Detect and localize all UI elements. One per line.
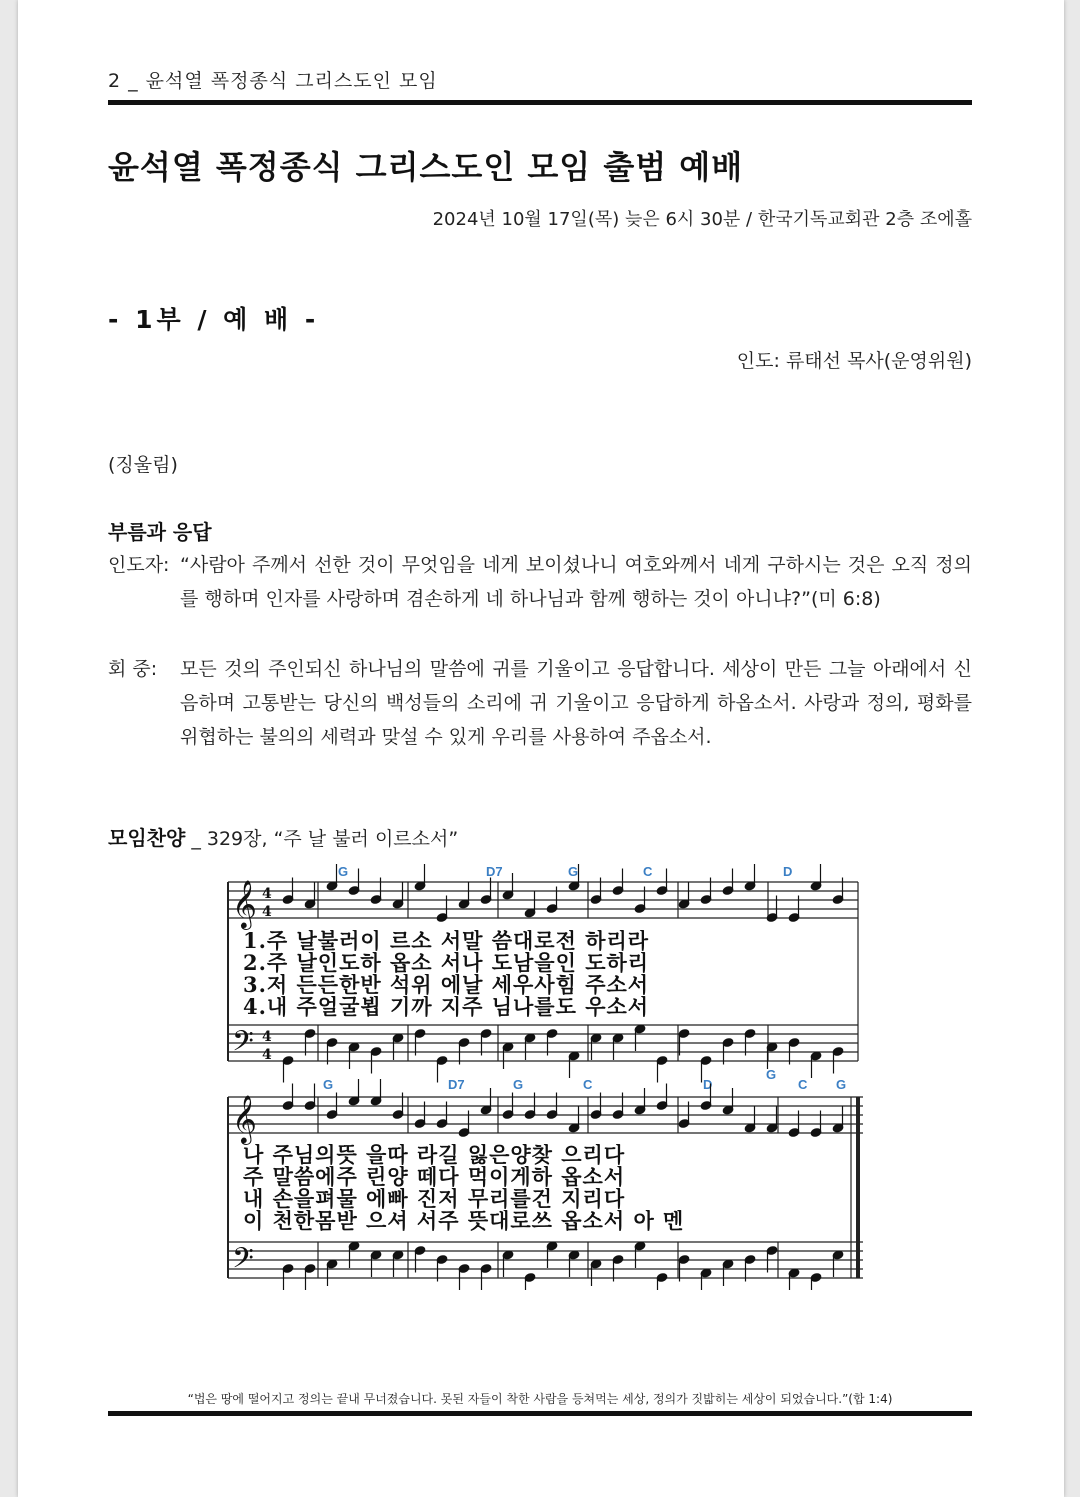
lyric-verse-3a: 3.저 든든한반 석위 에날 세우사힘 주소서: [243, 974, 650, 996]
bass-clef-2: 𝄢: [232, 1242, 254, 1282]
header-rule: [108, 100, 972, 105]
chord-1-1: G: [338, 864, 349, 879]
hymn-info: 329장, “주 날 불러 이르소서”: [206, 828, 459, 850]
event-dateline: 2024년 10월 17일(목) 늦은 6시 30분 / 한국기독교회관 2층 조에홀: [432, 209, 972, 230]
time-sig-top: 4: [262, 886, 272, 902]
chord-2-7: C: [798, 1077, 808, 1092]
congregation-text: 모든 것의 주인되신 하나님의 말씀에 귀를 기울이고 응답합니다. 세상이 만든 그늘 아래에서 신음하며 고통받는 당신의 백성들의 소리에 귀 기울이고 응답하게 하옵소서. 사랑과 정의, 평화를 위협하는 불의의 세력과 맞설 수 있게 우리를 사용하여 주옵소서.: [180, 658, 972, 748]
chord-2-3: G: [513, 1077, 524, 1092]
document-page: [18, 0, 1064, 1497]
bell-ringing-note: (징울림): [108, 454, 178, 476]
lyric-verse-2b: 주 말씀에주 린양 떼다 먹이게하 옵소서: [243, 1166, 626, 1188]
hymn-label: 모임찬양: [108, 826, 186, 850]
worship-leader: 인도: 류태선 목사(운영위원): [736, 350, 972, 372]
call-response-heading: 부름과 응답: [108, 520, 212, 544]
chord-2-1: G: [323, 1077, 334, 1092]
lyric-verse-3b: 내 손을펴물 에빠 진저 무리를건 지리다: [243, 1188, 626, 1210]
lyric-verse-4a: 4.내 주얼굴뵙 기까 지주 님나를도 우소서: [243, 996, 650, 1018]
leader-label: 인도자:: [108, 554, 170, 576]
chord-2-6: G: [766, 1067, 777, 1082]
treble-clef-2: 𝄞: [232, 1094, 257, 1143]
page-title: 윤석열 폭정종식 그리스도인 모임 출범 예배: [108, 148, 744, 186]
congregation-response: [108, 652, 972, 754]
chord-1-4: C: [643, 864, 653, 879]
lyric-verse-2a: 2.주 날인도하 옵소 서나 도남을인 도하리: [243, 952, 650, 974]
lyric-verse-4b: 이 천한몸받 으셔 서주 뜻대로쓰 옵소서 아 멘: [243, 1210, 685, 1232]
bass-time-top: 4: [262, 1029, 272, 1045]
part-heading: - 1부 / 예 배 -: [108, 305, 320, 334]
hymn-heading: [108, 822, 458, 851]
chord-2-8: G: [836, 1077, 847, 1092]
treble-clef-1: 𝄞: [232, 879, 257, 928]
bass-clef-1: 𝄢: [232, 1025, 254, 1065]
chord-1-5: D: [783, 864, 793, 879]
footer-rule: [108, 1411, 972, 1416]
running-head: 2 _ 윤석열 폭정종식 그리스도인 모임: [108, 70, 438, 92]
congregation-label: 회 중:: [108, 658, 158, 680]
bass-time-bottom: 4: [262, 1047, 272, 1063]
chord-2-4: C: [583, 1077, 593, 1092]
footer-quote: “법은 땅에 떨어지고 정의는 끝내 무너졌습니다. 못된 자들이 착한 사람을 등쳐먹는 세상, 정의가 짓밟히는 세상이 되었습니다.”(합 1:4): [187, 1392, 893, 1406]
time-sig-bottom: 4: [262, 904, 272, 920]
leader-text: “사람아 주께서 선한 것이 무엇임을 네게 보이셨나니 여호와께서 네게 구하시는 것은 오직 정의를 행하며 인자를 사랑하며 겸손하게 네 하나님과 함께 행하는 것이 아니냐?”(미 6:8): [180, 554, 972, 610]
chord-2-2: D7: [448, 1077, 465, 1092]
lyric-verse-1a: 1.주 날불러이 르소 서말 씀대로전 하리라: [243, 930, 650, 952]
leader-response: [108, 548, 972, 616]
lyrics-line-2: [243, 1144, 883, 1232]
hymn-separator: _: [185, 828, 207, 850]
lyrics-line-1: [243, 930, 883, 1018]
chord-1-3: G: [568, 864, 579, 879]
chord-1-2: D7: [486, 864, 503, 879]
lyric-verse-1b: 나 주님의뜻 을따 라길 잃은양찾 으리다: [243, 1144, 626, 1166]
chord-2-5: D: [703, 1077, 713, 1092]
